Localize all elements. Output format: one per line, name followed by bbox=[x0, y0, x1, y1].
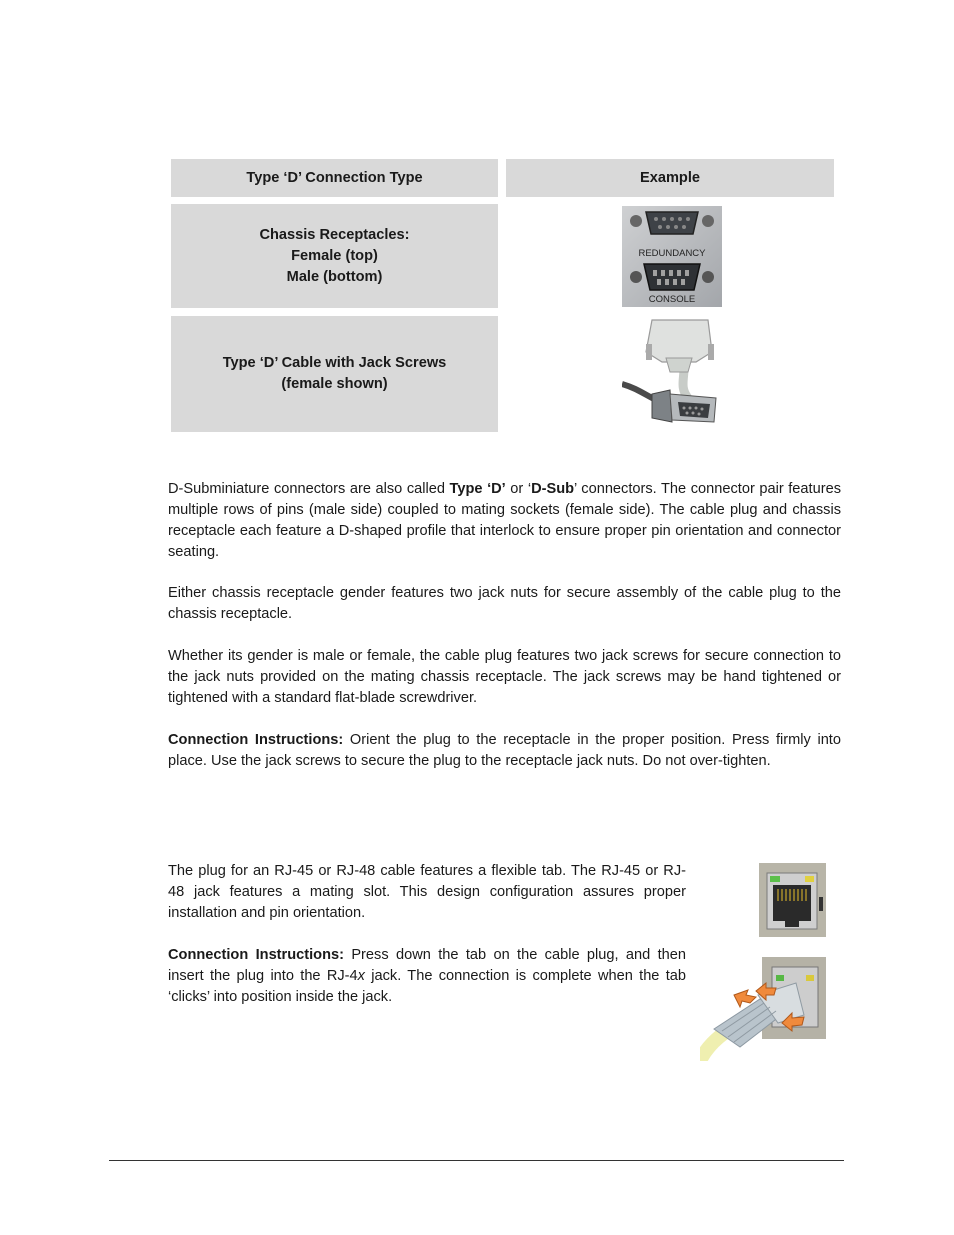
dsub-intro-paragraph: D-Subminiature connectors are also called Type ‘D’ or ‘D-Sub’ connectors. The connector pair features multiple rows of pins (male side) coupled to mating sockets (female side). The cable plug and chassis receptacle each feature a D-shaped profile that interlock to ensure proper pin orientation and connector seating. bbox=[168, 481, 841, 560]
chassis-receptacles-photo bbox=[622, 206, 722, 307]
row1-line1: Chassis Receptacles: bbox=[259, 226, 410, 243]
row1-line2: Female (top) bbox=[291, 247, 378, 264]
row1-line3: Male (bottom) bbox=[286, 268, 383, 285]
row2-line2: (female shown) bbox=[281, 376, 388, 392]
table-header-example: Example bbox=[506, 159, 834, 197]
dsub-connection-instructions: Connection Instructions: Orient the plug to the receptacle in the proper position. Press firmly into place. Use the jack screws to secure the plug to the receptacle jack nuts. Do not over-tighten. bbox=[168, 732, 841, 769]
dsub-cable-photo bbox=[622, 318, 722, 430]
redundancy-label: REDUNDANCY bbox=[638, 248, 706, 259]
rj-plug-insertion-photo bbox=[700, 957, 827, 1061]
dsub-jack-nuts-paragraph: Either chassis receptacle gender features two jack nuts for secure assembly of the cable plug to the chassis receptacle. bbox=[168, 585, 841, 622]
dsub-jack-screws-paragraph: Whether its gender is male or female, the cable plug features two jack screws for secure connection to the jack nuts provided on the mating chassis receptacle. The jack screws may be hand tightened or tightened with a standard flat-blade screwdriver. bbox=[168, 648, 841, 706]
rj-jack-photo bbox=[759, 863, 826, 937]
table-header-type: Type ‘D’ Connection Type bbox=[171, 159, 498, 197]
rj-connection-instructions: Connection Instructions: Press down the tab on the cable plug, and then insert the plug into the RJ-4x jack. The connection is complete when the tab ‘clicks’ into position inside the jack. bbox=[168, 947, 687, 1005]
rj-intro-paragraph: The plug for an RJ-45 or RJ-48 cable features a flexible tab. The RJ-45 or RJ-48 jack features a mating slot. This design configuration assures proper installation and pin orientation. bbox=[168, 863, 686, 921]
table-row-dsub-cable bbox=[171, 316, 498, 432]
console-label: CONSOLE bbox=[648, 294, 696, 305]
footer-rule bbox=[109, 1160, 844, 1161]
table-row-chassis-receptacles bbox=[171, 204, 498, 308]
row2-line1: Type ‘D’ Cable with Jack Screws bbox=[222, 355, 447, 371]
